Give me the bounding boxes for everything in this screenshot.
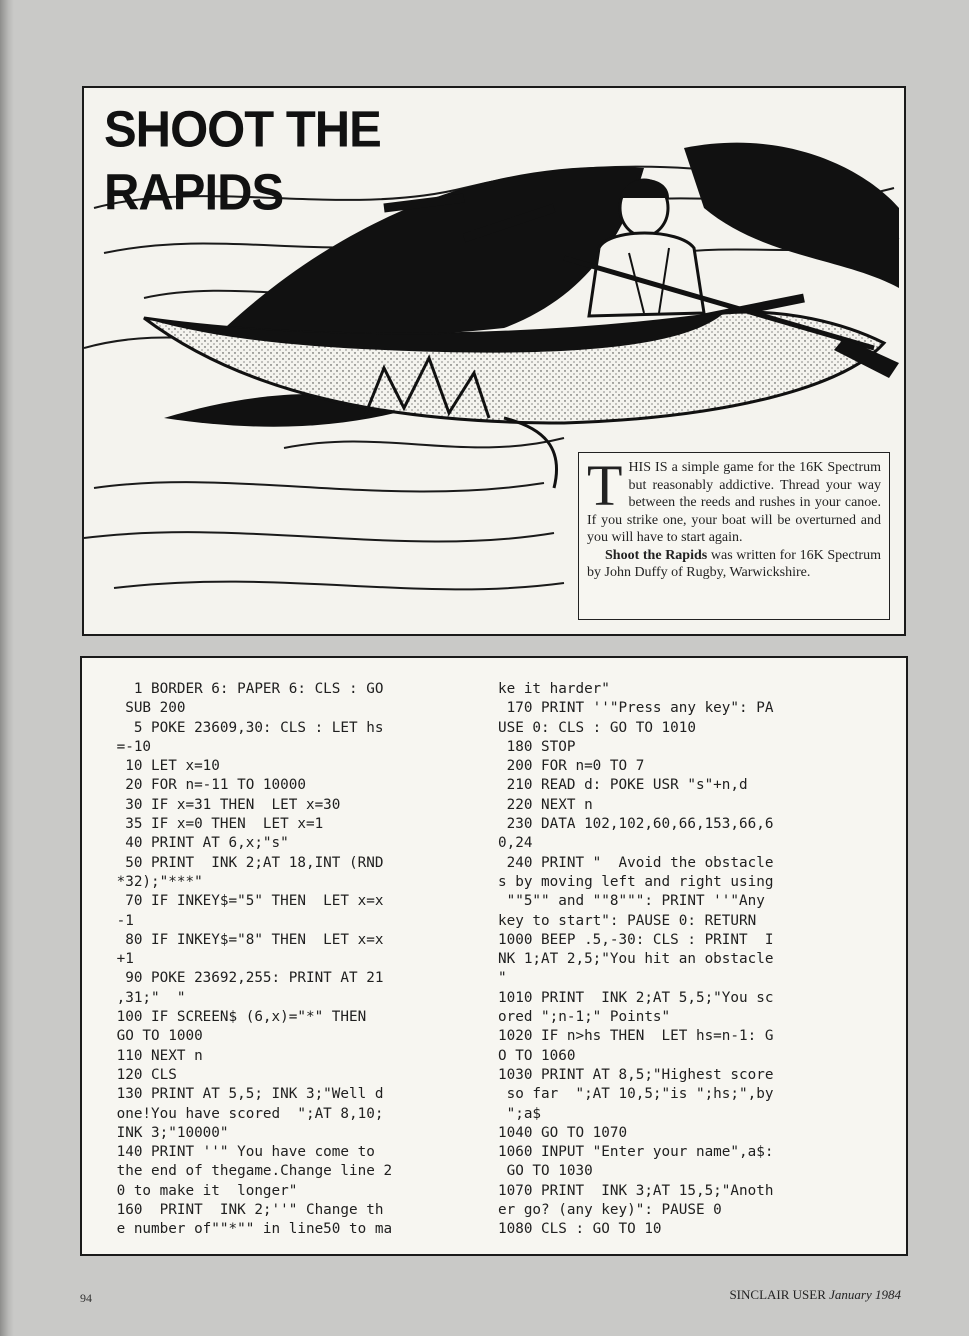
listing-line: ke it harder" — [498, 681, 610, 697]
listing-line: the end of thegame.Change line 2 — [108, 1163, 393, 1180]
listing-line: 80 IF INKEY$="8" THEN LET x=x — [108, 931, 384, 948]
intro-box — [578, 452, 890, 620]
listing-line: USE 0: CLS : GO TO 1010 — [498, 719, 696, 736]
listing-line: 110 NEXT n — [108, 1047, 203, 1064]
listing-line: 1030 PRINT AT 8,5;"Highest score — [498, 1066, 774, 1083]
listing-column-right — [498, 680, 773, 1240]
listing-line: 170 PRINT ''"Press any key": PA — [498, 700, 774, 717]
listing-line: INK 3;"10000" — [108, 1124, 229, 1141]
listing-line: 90 POKE 23692,255: PRINT AT 21 — [108, 970, 384, 987]
listing-line: 180 STOP — [498, 738, 576, 755]
listing-line: *32);"***" — [108, 873, 203, 890]
credit-text: was written for 16K Spectrum by John Duffy of Rugby, Warwickshire. — [587, 547, 881, 580]
listing-line: 120 CLS — [108, 1066, 177, 1083]
credit-title: Shoot the Rapids — [605, 547, 708, 563]
intro-text: HIS IS a simple game for the 16K Spectrum but reasonably addictive. Thread your way between the reeds and rushes in your canoe. If you strike one, your boat will be overturned and you will have to start again. — [587, 460, 881, 545]
binding-edge — [0, 0, 14, 1336]
listing-line: =-10 — [108, 738, 152, 755]
drop-cap: T — [587, 453, 623, 518]
listing-line: 140 PRINT ''" You have come to — [108, 1144, 375, 1161]
listing-line: 240 PRINT " Avoid the obstacle — [498, 854, 774, 871]
listing-line: ";a$ — [498, 1105, 542, 1122]
listing-line: NK 1;AT 2,5;"You hit an obstacle — [498, 951, 774, 968]
listing-line: 1080 CLS : GO TO 10 — [498, 1221, 662, 1238]
listing-line: 40 PRINT AT 6,x;"s" — [108, 835, 289, 852]
listing-line: 1000 BEEP .5,-30: CLS : PRINT I — [498, 931, 774, 948]
listing-line: 35 IF x=0 THEN LET x=1 — [108, 816, 324, 833]
listing-line: 0,24 — [498, 835, 533, 852]
listing-line: ""5"" and ""8""": PRINT ''"Any — [498, 893, 765, 910]
listing-line: 1060 INPUT "Enter your name",a$: — [498, 1144, 774, 1161]
listing-line: 20 FOR n=-11 TO 10000 — [108, 777, 306, 794]
listing-line: 1070 PRINT INK 3;AT 15,5;"Anoth — [498, 1182, 774, 1199]
listing-column-left — [108, 680, 392, 1240]
listing-line: GO TO 1030 — [498, 1163, 593, 1180]
magazine-name: SINCLAIR USER — [729, 1287, 826, 1302]
program-listing — [80, 656, 908, 1256]
listing-line: -1 — [108, 912, 134, 929]
listing-line: so far ";AT 10,5;"is ";hs;",by — [498, 1086, 774, 1103]
listing-line: 200 FOR n=0 TO 7 — [498, 758, 645, 775]
listing-line: key to start": PAUSE 0: RETURN — [498, 912, 757, 929]
listing-line: one!You have scored ";AT 8,10; — [108, 1105, 384, 1122]
listing-line: e number of""*"" in line50 to ma — [108, 1221, 393, 1238]
listing-line: GO TO 1000 — [108, 1028, 203, 1045]
listing-line: 1020 IF n>hs THEN LET hs=n-1: G — [498, 1028, 774, 1045]
listing-line: er go? (any key)": PAUSE 0 — [498, 1202, 722, 1219]
illustration-panel — [82, 86, 906, 636]
credit-paragraph — [587, 547, 881, 582]
listing-line: 220 NEXT n — [498, 796, 593, 813]
listing-line: 0 to make it longer" — [108, 1182, 298, 1199]
listing-line: 30 IF x=31 THEN LET x=30 — [108, 796, 341, 813]
listing-line: SUB 200 — [108, 700, 186, 717]
listing-line: 100 IF SCREEN$ (6,x)="*" THEN — [108, 1009, 367, 1026]
listing-line: O TO 1060 — [498, 1047, 576, 1064]
listing-line: " — [498, 970, 507, 987]
listing-line: 1010 PRINT INK 2;AT 5,5;"You sc — [498, 989, 774, 1006]
listing-line: 210 READ d: POKE USR "s"+n,d — [498, 777, 748, 794]
listing-line: 160 PRINT INK 2;''" Change th — [108, 1202, 384, 1219]
listing-line: +1 — [108, 951, 134, 968]
listing-line: 130 PRINT AT 5,5; INK 3;"Well d — [108, 1086, 384, 1103]
listing-line: 5 POKE 23609,30: CLS : LET hs — [108, 719, 384, 736]
listing-line: 10 LET x=10 — [108, 758, 220, 775]
listing-line: ,31;" " — [108, 989, 186, 1006]
listing-line: 1 BORDER 6: PAPER 6: CLS : GO — [108, 681, 384, 697]
listing-line: 1040 GO TO 1070 — [498, 1124, 628, 1141]
listing-line: ored ";n-1;" Points" — [498, 1009, 671, 1026]
magazine-footer — [729, 1287, 901, 1303]
listing-line: 70 IF INKEY$="5" THEN LET x=x — [108, 893, 384, 910]
page-number: 94 — [80, 1291, 92, 1305]
article-title: SHOOT THE RAPIDS — [98, 96, 550, 167]
listing-line: 50 PRINT INK 2;AT 18,INT (RND — [108, 854, 384, 871]
issue-date: January 1984 — [829, 1287, 901, 1302]
listing-line: 230 DATA 102,102,60,66,153,66,6 — [498, 816, 774, 833]
listing-line: s by moving left and right using — [498, 873, 774, 890]
